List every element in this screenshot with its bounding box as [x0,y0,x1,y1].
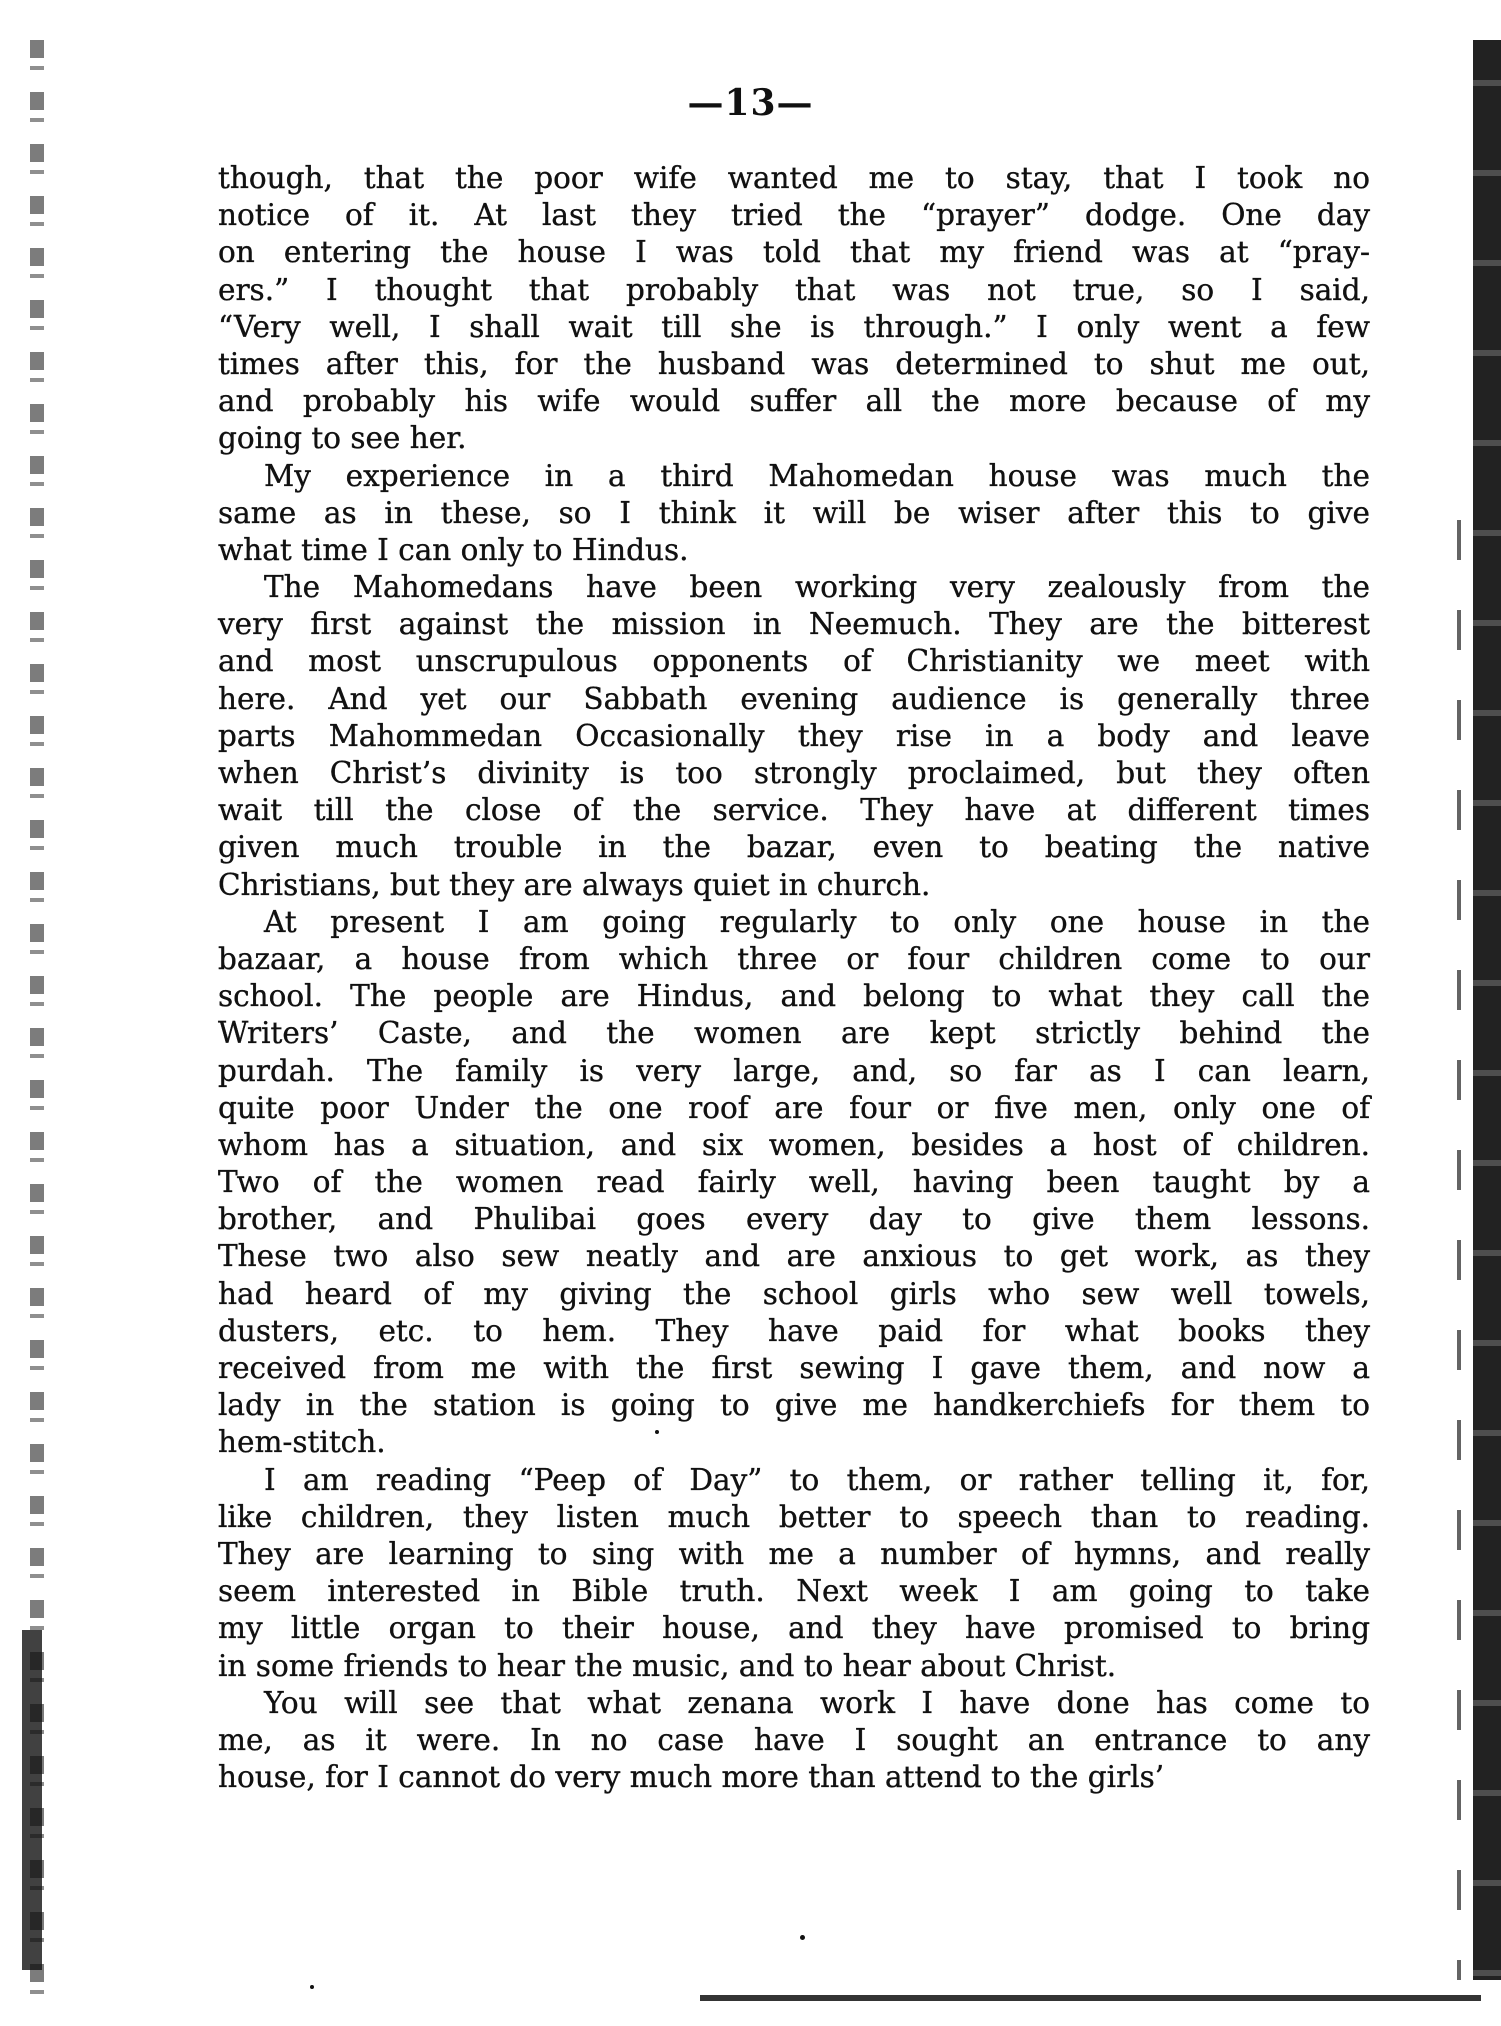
text-line: my little organ to their house, and they have promised to bring [218,1611,1370,1646]
text-line: wait till the close of the service. They have at different times [218,793,1370,828]
text-line: very first against the mission in Neemuch. They are the bitterest [218,607,1370,642]
scan-bottom-edge-line [700,1995,1481,2001]
text-line: school. The people are Hindus, and belong to what they call the [218,979,1370,1014]
text-line: like children, they listen much better to speech than to reading. [218,1499,1370,1534]
paragraph [218,458,1370,570]
text-line: The Mahomedans have been working very zealously from the [264,570,1370,605]
text-line: given much trouble in the bazar, even to beating the native [218,830,1370,865]
text-line: times after this, for the husband was determined to shut me out, [218,346,1370,381]
scan-speck [310,1985,314,1989]
text-line: Writers’ Caste, and the women are kept strictly behind the [218,1016,1370,1051]
text-line: “Very well, I shall wait till she is through.” I only went a few [218,309,1370,344]
text-line: seem interested in Bible truth. Next week I am going to take [218,1574,1370,1609]
text-line: You will see that what zenana work I have done has come to [264,1685,1370,1720]
scan-right-edge-line [1457,520,1461,1980]
text-line: bazaar, a house from which three or four children come to our [218,941,1370,976]
page-number: —13— [687,82,814,124]
text-line: when Christ’s divinity is too strongly proclaimed, but they often [218,756,1370,790]
paragraph [218,569,1370,904]
text-line: purdah. The family is very large, and, so far as I can learn, [218,1053,1370,1088]
scan-left-edge-binding [22,1630,42,1970]
text-line: in some friends to hear the music, and to hear about Christ. [218,1648,1117,1683]
text-line: here. And yet our Sabbath evening audience is generally three [218,681,1370,716]
text-line: My experience in a third Mahomedan house was much the [264,458,1370,493]
text-line: notice of it. At last they tried the “prayer” dodge. One day [218,198,1370,233]
text-line: Christians, but they are always quiet in church. [218,867,931,902]
text-line: I am reading “Peep of Day” to them, or rather telling it, for, [264,1462,1370,1497]
text-line: ers.” I thought that probably that was not true, so I said, [218,272,1370,307]
text-line: At present I am going regularly to only one house in the [264,904,1370,939]
text-line: and probably his wife would suffer all the more because of my [218,384,1370,419]
text-line: brother, and Phulibai goes every day to give them lessons. [218,1202,1370,1237]
body-text [218,160,1370,1796]
text-line: hem-stitch. [218,1425,386,1460]
text-line: parts Mahommedan Occasionally they rise in a body and leave [218,718,1370,753]
paragraph [218,1462,1370,1685]
text-line: though, that the poor wife wanted me to stay, that I took no [218,161,1370,195]
text-line: house, for I cannot do very much more than attend to the girls’ [218,1760,1165,1795]
text-line: same as in these, so I think it will be wiser after this to give [218,495,1370,530]
paragraph [218,1685,1370,1797]
text-line: whom has a situation, and six women, besides a host of children. [218,1127,1370,1162]
text-line: what time I can only to Hindus. [218,532,689,567]
paragraph [218,904,1370,1462]
text-line: and most unscrupulous opponents of Christianity we meet with [218,644,1370,679]
text-line: on entering the house I was told that my friend was at “pray- [218,235,1370,270]
text-line: lady in the station is going to give me handkerchiefs for them to [218,1388,1370,1423]
scan-right-edge-shadow [1473,40,1501,1980]
text-line: received from me with the first sewing I gave them, and now a [218,1351,1370,1385]
text-line: They are learning to sing with me a number of hymns, and really [218,1536,1370,1571]
text-line: Two of the women read fairly well, having been taught by a [218,1165,1370,1200]
text-line: going to see her. [218,421,467,456]
text-line: me, as it were. In no case have I sought an entrance to any [218,1722,1370,1757]
text-line: These two also sew neatly and are anxious to get work, as they [218,1239,1370,1274]
paragraph [218,160,1370,458]
text-line: had heard of my giving the school girls who sew well towels, [218,1276,1370,1311]
scan-speck [800,1935,805,1940]
text-line: dusters, etc. to hem. They have paid for what books they [218,1313,1370,1348]
text-line: quite poor Under the one roof are four or five men, only one of [218,1090,1370,1125]
